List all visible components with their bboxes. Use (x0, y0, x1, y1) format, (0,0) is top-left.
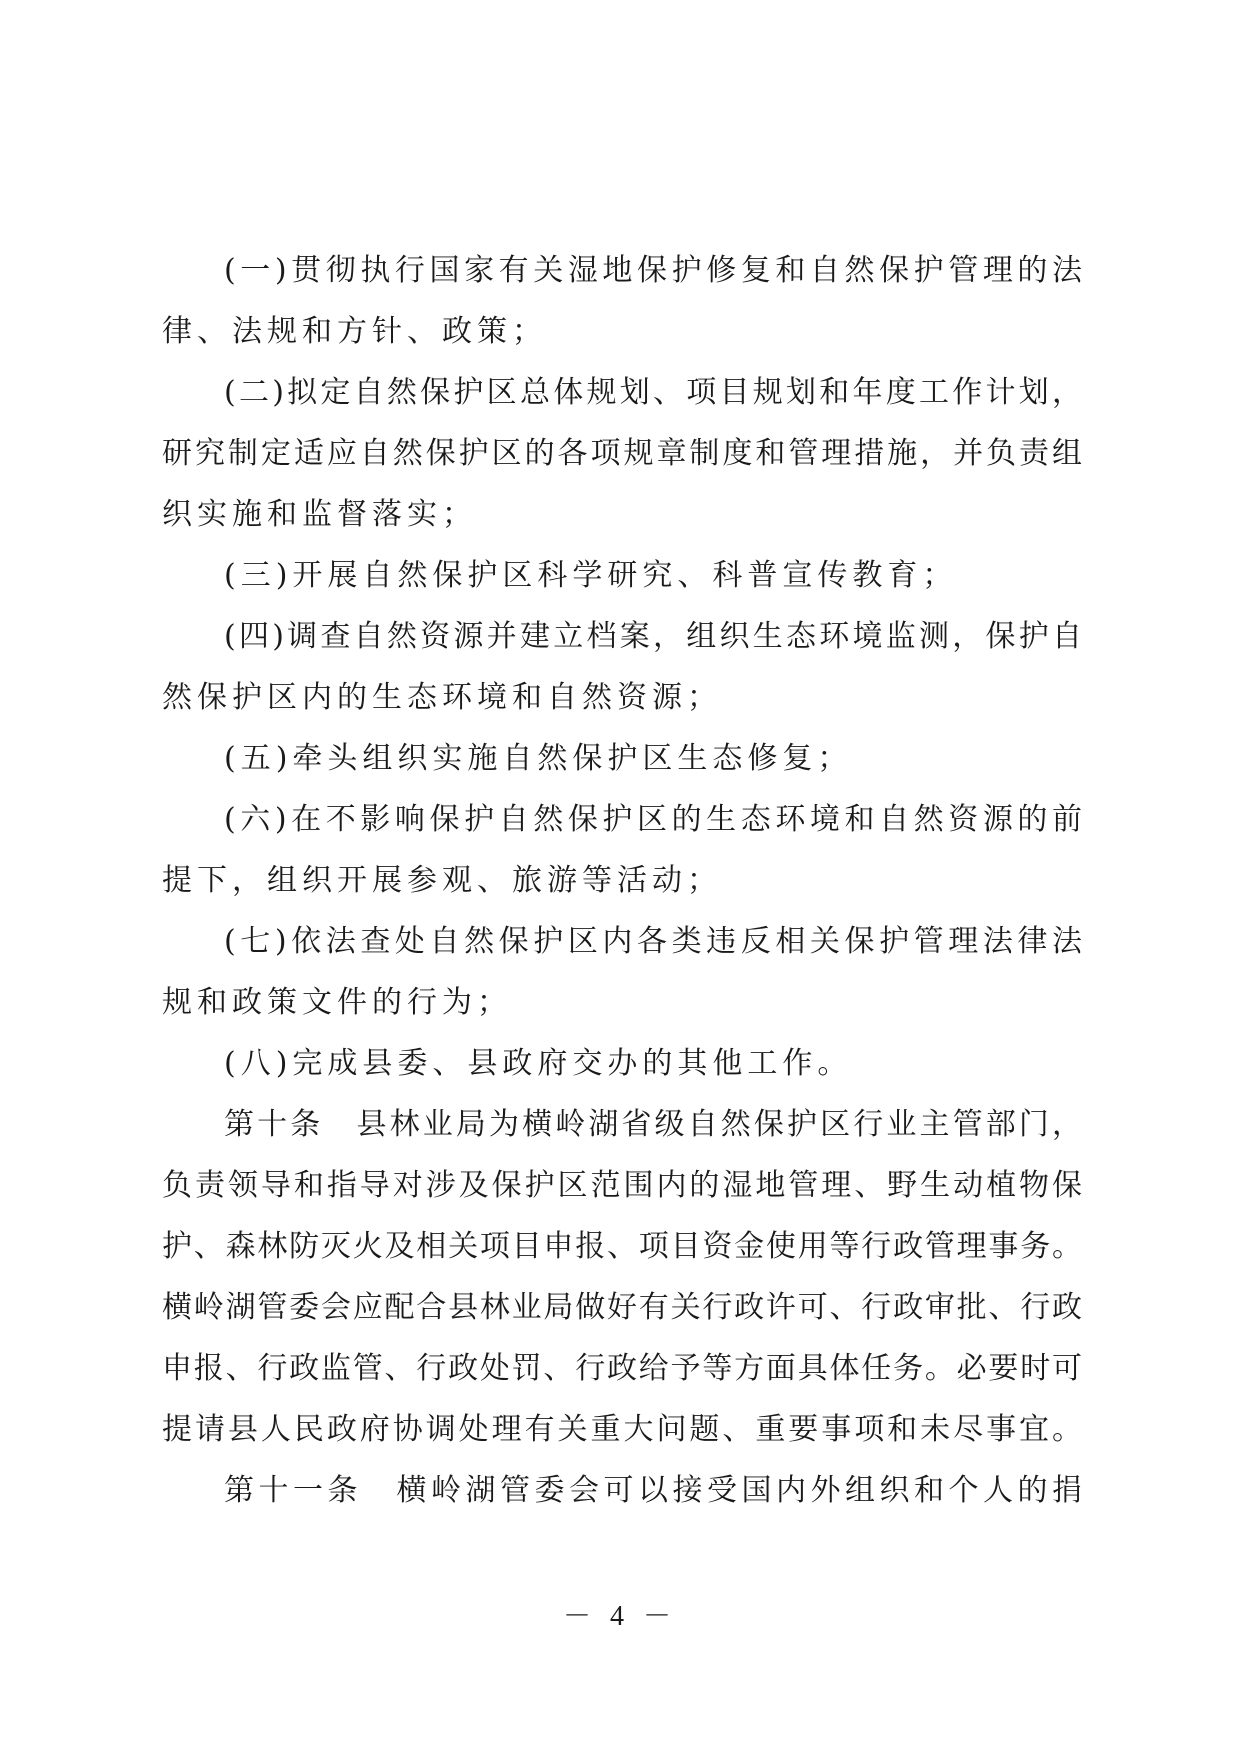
text-line: 护、森林防灭火及相关项目申报、项目资金使用等行政管理事务。 (162, 1229, 1082, 1264)
text-line: 织实施和监督落实； (162, 497, 477, 532)
body-text (162, 240, 1082, 1521)
text-line: (五)牵头组织实施自然保护区生态修复； (224, 741, 853, 776)
text-line: 提下，组织开展参观、旅游等活动； (162, 863, 722, 898)
text-line: 第十条 县林业局为横岭湖省级自然保护区行业主管部门， (224, 1107, 1082, 1142)
text-line: 负责领导和指导对涉及保护区范围内的湿地管理、野生动植物保 (162, 1168, 1082, 1203)
text-line: (六)在不影响保护自然保护区的生态环境和自然资源的前 (224, 802, 1082, 837)
text-line: (二)拟定自然保护区总体规划、项目规划和年度工作计划， (224, 375, 1082, 410)
text-line: 研究制定适应自然保护区的各项规章制度和管理措施，并负责组 (162, 436, 1082, 471)
text-line: 横岭湖管委会应配合县林业局做好有关行政许可、行政审批、行政 (162, 1290, 1082, 1325)
text-line: (四)调查自然资源并建立档案，组织生态环境监测，保护自 (224, 619, 1082, 654)
text-line: 然保护区内的生态环境和自然资源； (162, 680, 722, 715)
text-line: (三)开展自然保护区科学研究、科普宣传教育； (224, 558, 958, 593)
text-line: 申报、行政监管、行政处罚、行政给予等方面具体任务。必要时可 (162, 1351, 1082, 1386)
text-line: 律、法规和方针、政策； (162, 314, 547, 349)
page-number: － 4 － (562, 1601, 677, 1632)
text-line: 规和政策文件的行为； (162, 985, 512, 1020)
text-line: (八)完成县委、县政府交办的其他工作。 (224, 1046, 853, 1081)
text-line: (七)依法查处自然保护区内各类违反相关保护管理法律法 (224, 924, 1082, 959)
text-line: (一)贯彻执行国家有关湿地保护修复和自然保护管理的法 (224, 253, 1082, 288)
text-line: 第十一条 横岭湖管委会可以接受国内外组织和个人的捐 (224, 1473, 1082, 1508)
text-line: 提请县人民政府协调处理有关重大问题、重要事项和未尽事宜。 (162, 1412, 1082, 1447)
